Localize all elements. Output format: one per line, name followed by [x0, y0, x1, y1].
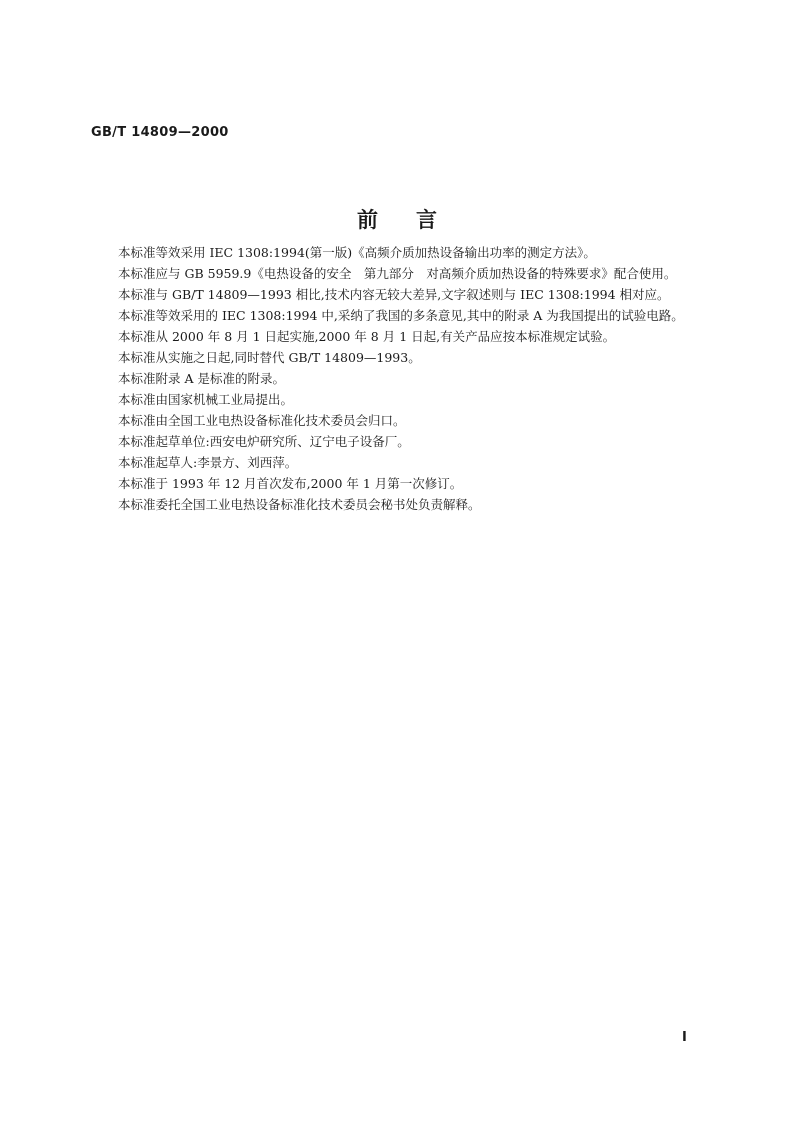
paragraph: 本标准起草单位:西安电炉研究所、辽宁电子设备厂。 — [118, 434, 410, 449]
page-title: 前言 — [357, 208, 475, 232]
paragraph: 本标准由国家机械工业局提出。 — [118, 392, 294, 407]
paragraph: 本标准委托全国工业电热设备标准化技术委员会秘书处负责解释。 — [118, 497, 481, 512]
paragraph: 本标准于 1993 年 12 月首次发布,2000 年 1 月第一次修订。 — [118, 476, 463, 491]
paragraph: 本标准与 GB/T 14809—1993 相比,技术内容无较大差异,文字叙述则与 IEC 1308:1994 相对应。 — [118, 287, 670, 302]
paragraph: 本标准等效采用 IEC 1308:1994(第一版)《高频介质加热设备输出功率的测定方法》。 — [118, 245, 596, 260]
paragraph: 本标准附录 A 是标准的附录。 — [118, 371, 285, 386]
paragraph: 本标准从实施之日起,同时替代 GB/T 14809—1993。 — [118, 350, 421, 365]
foreword-body — [93, 242, 699, 515]
paragraph: 本标准等效采用的 IEC 1308:1994 中,采纳了我国的多条意见,其中的附录 A 为我国提出的试验电路。 — [118, 308, 684, 323]
page-number: Ⅰ — [682, 1030, 687, 1045]
paragraph: 本标准应与 GB 5959.9《电热设备的安全 第九部分 对高频介质加热设备的特殊要求》配合使用。 — [118, 266, 677, 281]
paragraph: 本标准从 2000 年 8 月 1 日起实施,2000 年 8 月 1 日起,有关产品应按本标准规定试验。 — [118, 329, 616, 344]
paragraph: 本标准由全国工业电热设备标准化技术委员会归口。 — [118, 413, 406, 428]
standard-code: GB/T 14809—2000 — [91, 125, 229, 140]
paragraph: 本标准起草人:李景方、刘西萍。 — [118, 455, 298, 470]
